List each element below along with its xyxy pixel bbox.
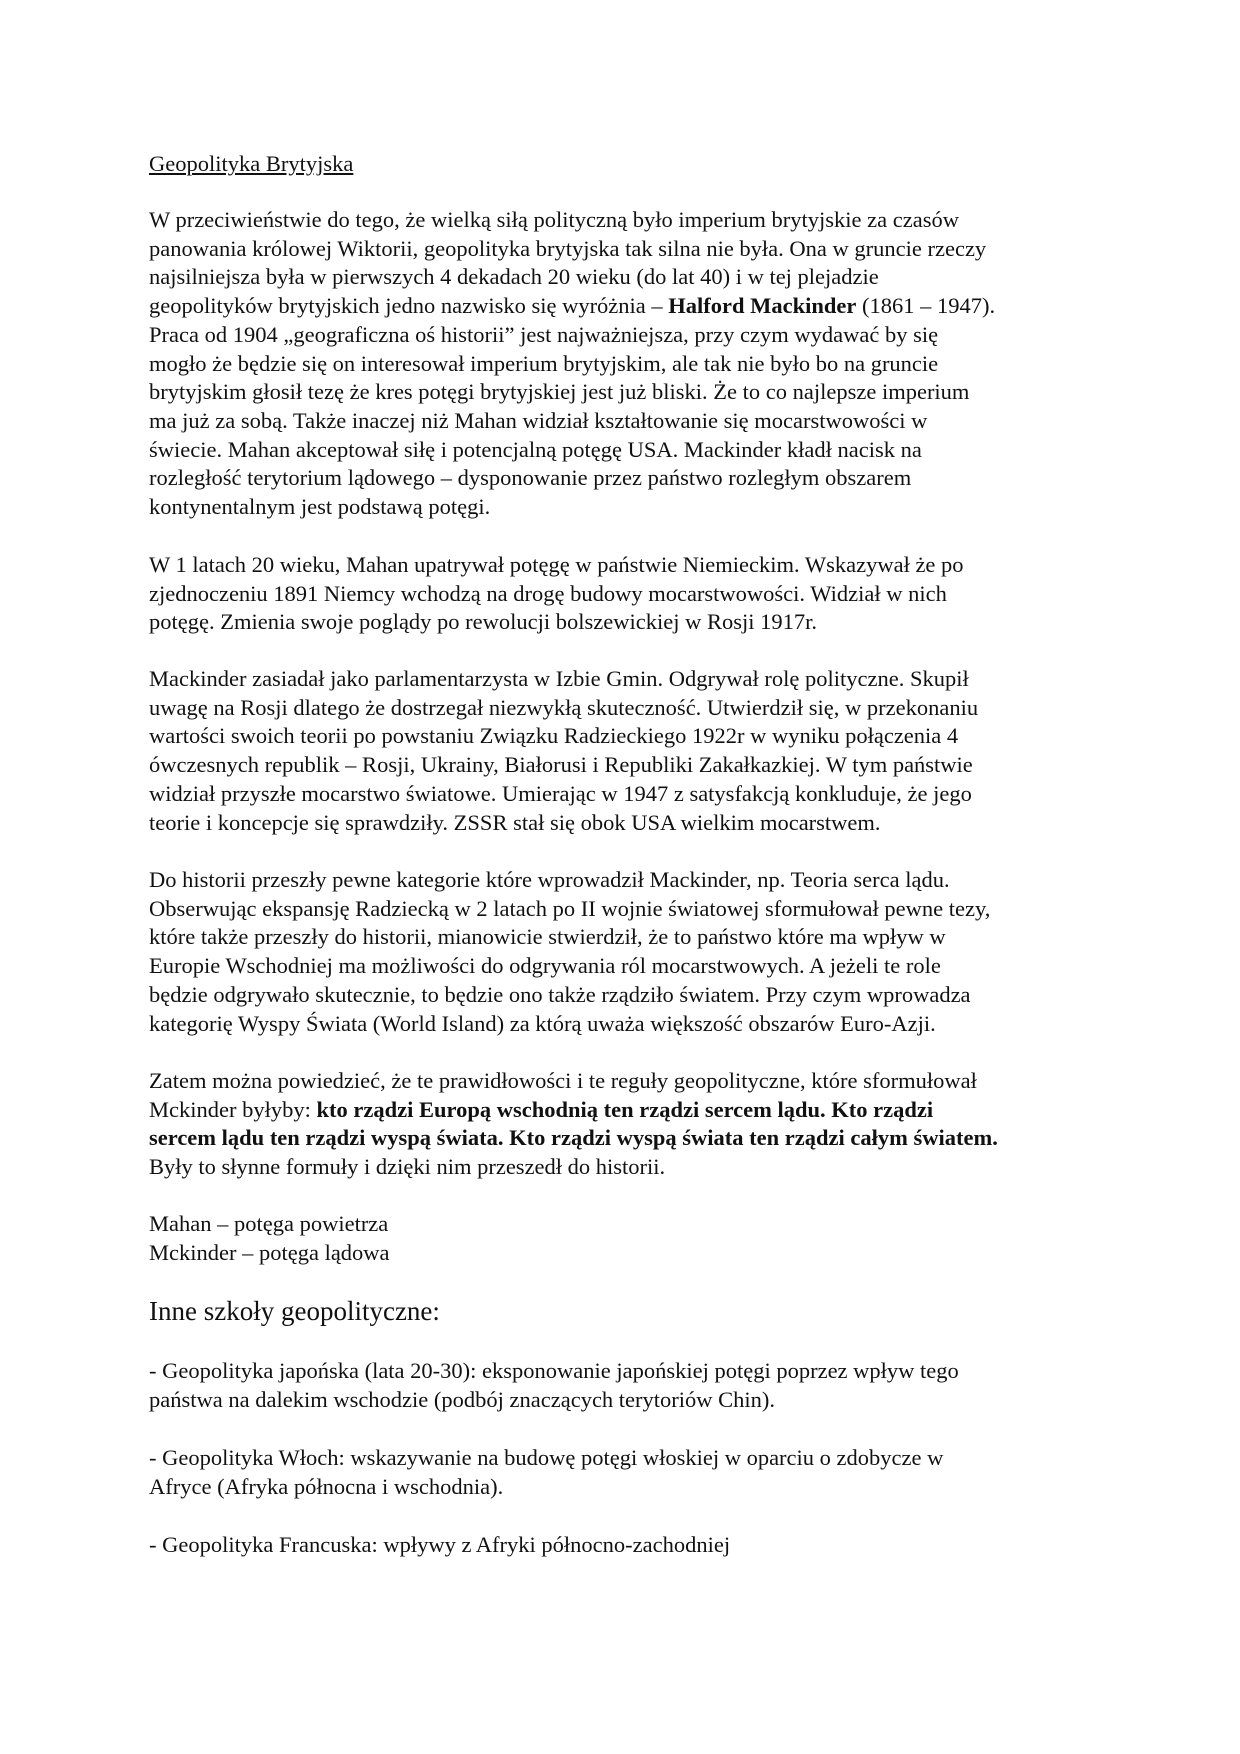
paragraph xyxy=(149,1067,998,1182)
text-line: Do historii przeszły pewne kategorie które wprowadził Mackinder, np. Teoria serca lądu. xyxy=(149,867,950,892)
bold-text: sercem lądu ten rządzi wyspą świata. Kto rządzi wyspą świata ten rządzi całym światem. xyxy=(149,1125,998,1151)
text-line: Obserwując ekspansję Radziecką w 2 latach po II wojnie światowej sformułował pewne tezy, xyxy=(149,895,991,921)
text-line: wartości swoich teorii po powstaniu Związku Radzieckiego 1922r w wyniku połączenia 4 xyxy=(149,723,959,749)
text-line: Mackinder zasiadał jako parlamentarzysta w Izbie Gmin. Odgrywał rolę polityczne. Skupił xyxy=(149,666,969,691)
text-line: zjednoczeniu 1891 Niemcy wchodzą na drogę budowy mocarstwowości. Widział w nich xyxy=(149,580,947,606)
text-line xyxy=(149,1096,998,1125)
text-line: Afryce (Afryka północna i wschodnia). xyxy=(149,1473,504,1499)
text-line: świecie. Mahan akceptował siłę i potencjalną potęgę USA. Mackinder kładł nacisk na xyxy=(149,436,922,462)
text-line: Mahan – potęga powietrza xyxy=(149,1211,389,1236)
text-line: które także przeszły do historii, mianowicie stwierdził, że to państwo które ma wpływ w xyxy=(149,924,946,950)
paragraph xyxy=(149,1210,390,1267)
text-line: Zatem można powiedzieć, że te prawidłowości i te reguły geopolityczne, które sformułował xyxy=(149,1068,977,1093)
text-span: geopolityków brytyjskich jedno nazwisko się wyróżnia – xyxy=(149,293,669,319)
text-line: brytyjskim głosił tezę że kres potęgi brytyjskiej jest już bliski. Że to co najlepsze imperium xyxy=(149,379,970,405)
text-line: panowania królowej Wiktorii, geopolityka brytyjska tak silna nie była. Ona w gruncie rzeczy xyxy=(149,235,987,261)
text-line: teorie i koncepcje się sprawdziły. ZSSR stał się obok USA wielkim mocarstwem. xyxy=(149,809,881,835)
text-line: uwagę na Rosji dlatego że dostrzegał niezwykłą skuteczność. Utwierdził się, w przekonaniu xyxy=(149,694,979,720)
text-line: ma już za sobą. Także inaczej niż Mahan widział kształtowanie się mocarstwowości w xyxy=(149,407,928,433)
text-line: kategorię Wyspy Świata (World Island) za którą uważa większość obszarów Euro-Azji. xyxy=(149,1010,936,1036)
paragraph xyxy=(149,866,990,1038)
bullet-item xyxy=(149,1444,943,1501)
text-line: widział przyszłe mocarstwo światowe. Umierając w 1947 z satysfakcją konkluduje, że jego xyxy=(149,780,972,806)
section-heading: Inne szkoły geopolityczne: xyxy=(149,1296,440,1326)
text-line xyxy=(149,292,995,321)
paragraph xyxy=(149,665,978,837)
text-line: Mckinder – potęga lądowa xyxy=(149,1239,390,1265)
text-line xyxy=(149,1124,998,1153)
text-line: Europie Wschodniej ma możliwości do odgrywania ról mocarstwowych. A jeżeli te role xyxy=(149,953,941,979)
text-line: mogło że będzie się on interesował imperium brytyjskim, ale tak nie było bo na gruncie xyxy=(149,350,939,376)
text-span: Mckinder byłyby: xyxy=(149,1096,317,1122)
document-title: Geopolityka Brytyjska xyxy=(149,151,354,176)
text-line: będzie odgrywało skutecznie, to będzie ono także rządziło światem. Przy czym wprowadza xyxy=(149,981,971,1007)
text-line: W 1 latach 20 wieku, Mahan upatrywał potęgę w państwie Niemieckim. Wskazywał że po xyxy=(149,552,964,577)
text-line: ówczesnych republik – Rosji, Ukrainy, Białorusi i Republiki Zakałkazkiej. W tym państwie xyxy=(149,752,973,778)
paragraph xyxy=(149,206,995,522)
text-span: (1861 – 1947). xyxy=(856,293,996,319)
text-line: - Geopolityka Włoch: wskazywanie na budowę potęgi włoskiej w oparciu o zdobycze w xyxy=(149,1445,944,1470)
text-line: rozległość terytorium lądowego – dysponowanie przez państwo rozległym obszarem xyxy=(149,465,912,491)
bold-text: Halford Mackinder xyxy=(668,293,857,319)
text-line: - Geopolityka japońska (lata 20-30): eksponowanie japońskiej potęgi poprzez wpływ tego xyxy=(149,1358,959,1383)
text-line: Były to słynne formuły i dzięki nim przeszedł do historii. xyxy=(149,1154,666,1180)
text-line: kontynentalnym jest podstawą potęgi. xyxy=(149,494,491,520)
paragraph xyxy=(149,551,964,637)
bullet-item xyxy=(149,1357,959,1414)
text-line: najsilniejsza była w pierwszych 4 dekadach 20 wieku (do lat 40) i w tej plejadzie xyxy=(149,264,879,290)
text-line: państwa na dalekim wschodzie (podbój znaczących terytoriów Chin). xyxy=(149,1386,776,1412)
bold-text: kto rządzi Europą wschodnią ten rządzi sercem lądu. Kto rządzi xyxy=(316,1096,934,1122)
text-line: Praca od 1904 „geograficzna oś historii” jest najważniejsza, przy czym wydawać by się xyxy=(149,321,939,347)
text-line: W przeciwieństwie do tego, że wielką siłą polityczną było imperium brytyjskie za czasów xyxy=(149,207,959,232)
text-line: potęgę. Zmienia swoje poglądy po rewolucji bolszewickiej w Rosji 1917r. xyxy=(149,609,817,635)
bullet-item xyxy=(149,1531,730,1560)
text-line: - Geopolityka Francuska: wpływy z Afryki północno-zachodniej xyxy=(149,1532,731,1557)
